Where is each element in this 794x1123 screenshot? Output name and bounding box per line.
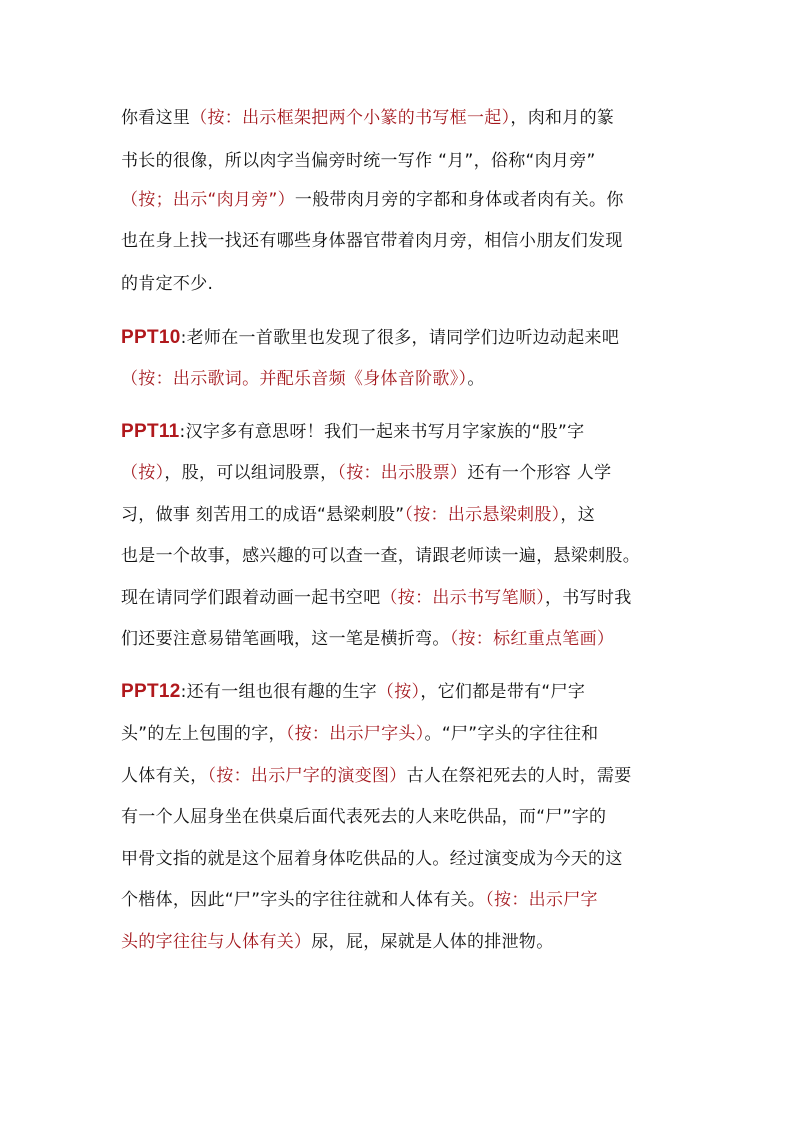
ppt12-line — [121, 722, 598, 746]
paragraph-line — [121, 272, 213, 296]
annotation-note: 头的字往往与人体有关） — [121, 932, 312, 952]
annotation-note: （按：出示悬梁刺股） — [404, 505, 561, 525]
annotation-note: （按：出示书写笔顺） — [380, 588, 545, 608]
body-text: 们还要注意易错笔画哦，这一笔是横折弯。 — [121, 629, 450, 649]
ppt11-line — [121, 586, 632, 610]
annotation-note: （按：出示尸字 — [485, 890, 598, 910]
body-text: ，股，可以组词股票， — [164, 463, 338, 483]
ppt12-line — [121, 888, 598, 912]
body-text: 书长的很像，所以肉字当偏旁时统一写作 “月”，俗称“肉月旁” — [121, 151, 596, 171]
body-text: 也在身上找一找还有哪些身体器官带着肉月旁，相信小朋友们发现 — [121, 231, 623, 251]
ppt11-line — [121, 627, 614, 651]
paragraph-line — [121, 229, 623, 253]
body-text: 尿，屁，屎就是人体的排泄物。 — [311, 932, 554, 952]
ppt-label: PPT10 — [121, 327, 181, 348]
ppt11-line — [121, 544, 640, 568]
ppt11-line — [121, 420, 584, 444]
annotation-note: （按；出示“肉月旁”） — [121, 190, 295, 210]
body-text: :汉字多有意思呀！我们一起来书写月字家族的“股”字 — [179, 422, 585, 442]
annotation-note: （按：出示股票） — [337, 463, 468, 483]
body-text: ，它们都是带有“尸字 — [420, 682, 586, 702]
annotation-note: （按：标红重点笔画） — [449, 629, 615, 649]
ppt-label: PPT11 — [121, 421, 180, 442]
annotation-note: （按：出示框架把两个小篆的书写框一起） — [190, 108, 511, 128]
body-text: 。 — [467, 369, 485, 389]
ppt11-line — [121, 503, 595, 527]
paragraph-line — [121, 149, 596, 173]
body-text: ，肉和月的篆 — [510, 108, 615, 128]
body-text: :还有一组也很有趣的生字 — [180, 682, 377, 702]
ppt10-line — [121, 367, 485, 391]
body-text: :老师在一首歌里也发现了很多，请同学们边听边动起来吧 — [180, 328, 620, 348]
ppt10-line — [121, 326, 619, 350]
ppt12-line — [121, 930, 554, 954]
body-text: 人体有关， — [121, 766, 208, 786]
annotation-note: （按：出示尸字的演变图） — [207, 766, 407, 786]
paragraph-line — [121, 106, 614, 130]
body-text: 头”的左上包围的字， — [121, 724, 286, 744]
body-text: ，书写时我 — [545, 588, 632, 608]
paragraph-line — [121, 188, 624, 212]
ppt-label: PPT12 — [121, 681, 181, 702]
annotation-note: （按） — [121, 463, 165, 483]
ppt11-line — [121, 461, 611, 485]
ppt12-line — [121, 805, 606, 829]
body-text: 现在请同学们跟着动画一起书空吧 — [121, 588, 381, 608]
body-text: 你看这里 — [121, 108, 191, 128]
body-text: 有一个人屈身坐在供桌后面代表死去的人来吃供品，而“尸”字的 — [121, 807, 607, 827]
ppt12-line — [121, 847, 623, 871]
body-text: 也是一个故事，感兴趣的可以查一查，请跟老师读一遍，悬梁刺股。 — [121, 546, 640, 566]
ppt12-line — [121, 764, 632, 788]
annotation-note: （按） — [376, 682, 421, 702]
body-text: 。“尸”字头的字往往和 — [424, 724, 599, 744]
body-text: 个楷体，因此“尸”字头的字往往就和人体有关。 — [121, 890, 486, 910]
ppt12-line — [121, 680, 585, 704]
body-text: 还有一个形容 人学 — [467, 463, 612, 483]
body-text: 甲骨文指的就是这个屈着身体吃供品的人。经过演变成为今天的这 — [121, 849, 623, 869]
body-text: 一般带肉月旁的字都和身体或者肉有关。你 — [294, 190, 624, 210]
body-text: 习，做事 刻苦用工的成语“悬梁刺股” — [121, 505, 405, 525]
body-text: ，这 — [560, 505, 596, 525]
body-text: 的肯定不少. — [121, 274, 214, 294]
annotation-note: （按：出示歌词。并配乐音频《身体音阶歌》） — [121, 369, 468, 389]
annotation-note: （按：出示尸字头） — [285, 724, 425, 744]
body-text: 古人在祭祀死去的人时，需要 — [406, 766, 632, 786]
